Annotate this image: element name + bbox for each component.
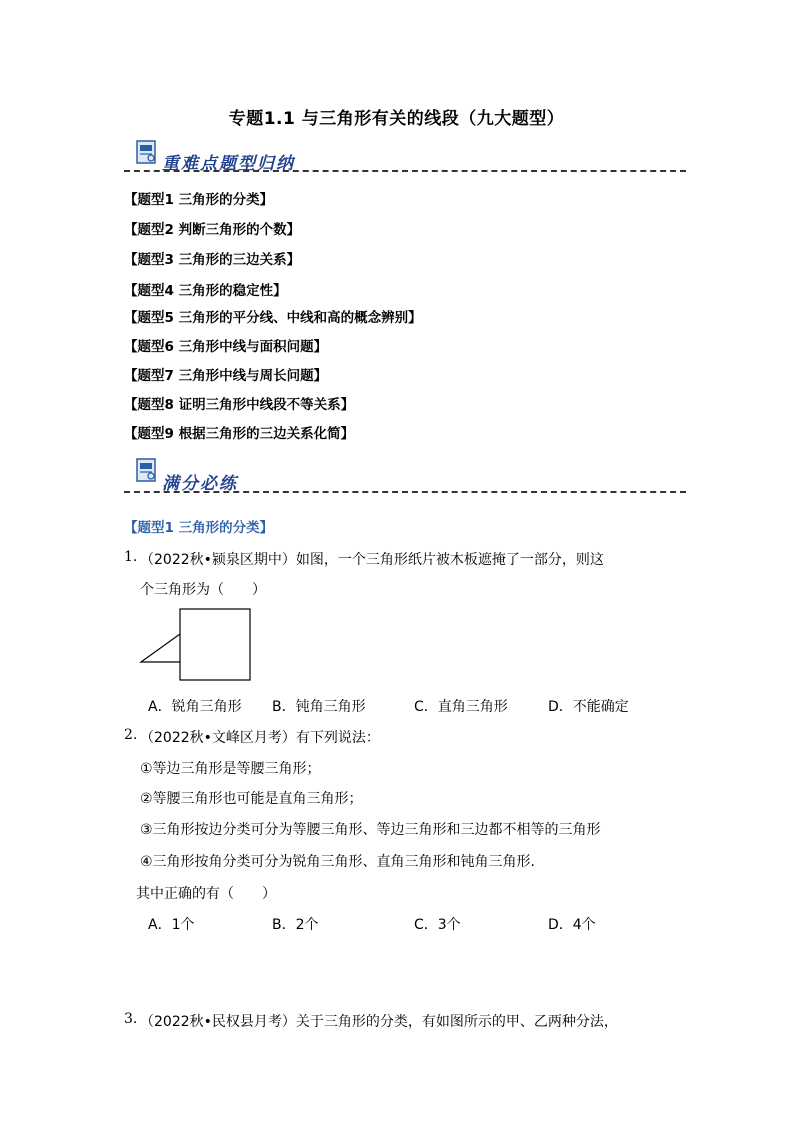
topic-heading: 【题型1 三角形的分类】 bbox=[124, 520, 274, 536]
option-c[interactable]: C．直角三角形 bbox=[414, 699, 508, 715]
section-title-key-topics: 重难点题型归纳 bbox=[162, 154, 295, 174]
question-ask: 其中正确的有（ ） bbox=[136, 886, 276, 902]
document-chart-icon bbox=[136, 458, 158, 482]
option-c[interactable]: C．3个 bbox=[414, 917, 461, 933]
question-text: （2022秋•文峰区月考）有下列说法： bbox=[140, 730, 380, 746]
statement-1: ①等边三角形是等腰三角形； bbox=[140, 761, 321, 777]
question-text: 个三角形为（ ） bbox=[140, 582, 266, 598]
option-d[interactable]: D．不能确定 bbox=[548, 699, 629, 715]
section-divider bbox=[124, 491, 686, 493]
toc-item-1: 【题型1 三角形的分类】 bbox=[124, 192, 274, 208]
option-d[interactable]: D．4个 bbox=[548, 917, 596, 933]
option-b[interactable]: B．2个 bbox=[272, 917, 319, 933]
toc-item-7: 【题型7 三角形中线与周长问题】 bbox=[124, 368, 328, 384]
section-title-practice: 满分必练 bbox=[162, 474, 238, 494]
option-b[interactable]: B．钝角三角形 bbox=[272, 699, 366, 715]
toc-item-8: 【题型8 证明三角形中线段不等关系】 bbox=[124, 397, 355, 413]
question-number: 3. bbox=[124, 1011, 138, 1027]
statement-2: ②等腰三角形也可能是直角三角形； bbox=[140, 791, 363, 807]
toc-item-6: 【题型6 三角形中线与面积问题】 bbox=[124, 339, 328, 355]
option-a[interactable]: A．锐角三角形 bbox=[148, 699, 242, 715]
page-title: 专题1.1 与三角形有关的线段（九大题型） bbox=[228, 109, 565, 129]
toc-item-5: 【题型5 三角形的平分线、中线和高的概念辨别】 bbox=[124, 310, 422, 326]
question-text: （2022秋•颍泉区期中）如图，一个三角形纸片被木板遮掩了一部分，则这 bbox=[140, 552, 604, 568]
question-text: （2022秋•民权县月考）关于三角形的分类，有如图所示的甲、乙两种分法， bbox=[140, 1014, 618, 1030]
question-number: 1. bbox=[124, 549, 138, 565]
toc-item-3: 【题型3 三角形的三边关系】 bbox=[124, 252, 301, 268]
triangle-board-figure bbox=[138, 606, 254, 688]
statement-4: ④三角形按角分类可分为锐角三角形、直角三角形和钝角三角形. bbox=[140, 854, 535, 870]
question-number: 2. bbox=[124, 727, 138, 743]
statement-3: ③三角形按边分类可分为等腰三角形、等边三角形和三边都不相等的三角形 bbox=[140, 822, 601, 838]
option-a[interactable]: A．1个 bbox=[148, 917, 195, 933]
toc-item-2: 【题型2 判断三角形的个数】 bbox=[124, 222, 301, 238]
toc-item-4: 【题型4 三角形的稳定性】 bbox=[124, 283, 287, 299]
toc-item-9: 【题型9 根据三角形的三边关系化简】 bbox=[124, 426, 355, 442]
document-chart-icon bbox=[136, 140, 158, 164]
section-divider bbox=[124, 170, 686, 172]
